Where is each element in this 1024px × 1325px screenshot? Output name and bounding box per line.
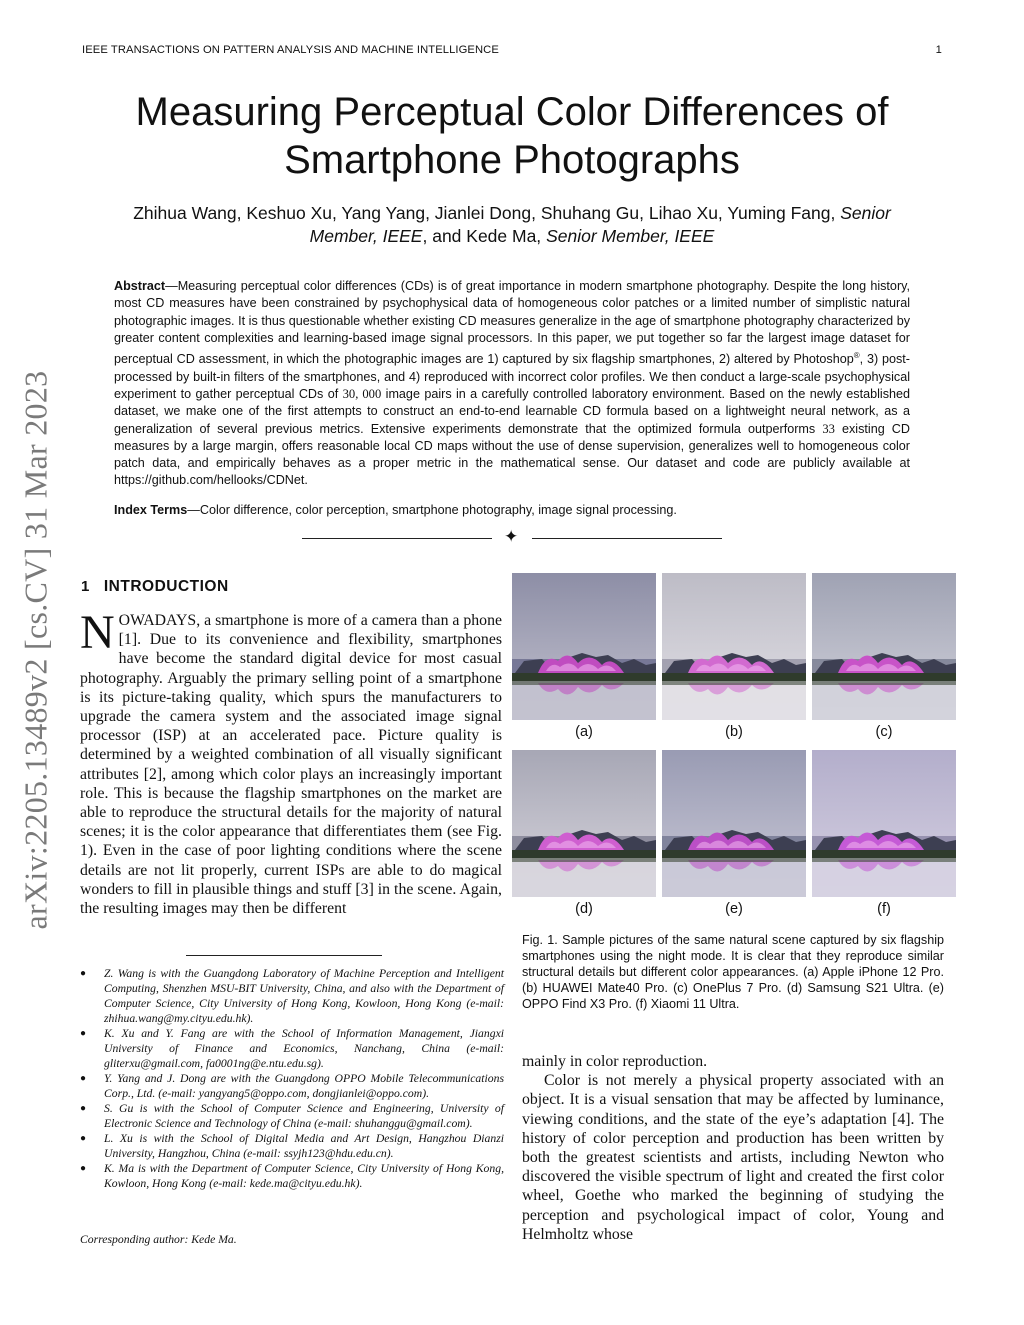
abstract-num-pairs: 30, 000 <box>342 386 382 401</box>
scene-image <box>512 573 656 720</box>
photo-e <box>662 750 806 897</box>
footnote-bullet-icon: ● <box>80 1133 87 1144</box>
running-header <box>82 44 942 60</box>
paragraph: mainly in color reproduction. <box>522 1053 708 1070</box>
arxiv-stamp-text: arXiv:2205.13489v2 [cs.CV] 31 Mar 2023 <box>17 370 54 930</box>
footnote-item: ● L. Xu is with the School of Digital Media and Art Design, Hangzhou Dianzi University, Hangzhou, China (e-mail: ssyjh123@hdu.edu.cn). <box>80 1132 504 1160</box>
index-terms-label: Index Terms <box>114 503 188 517</box>
scene-image <box>662 750 806 897</box>
abstract-text-1: —Measuring perceptual color differences (CDs) is of great importance in modern smartphone photography. Despite the long history, most CD measures have been constrained by psychophysical data of homogeneous color patches or a limited number of simplistic natural photographic images. It is thus questionable whether existing CD measures generalize in the age of smartphone photography characterized by greater content complexities and learning-based image signal processors. In this paper, we put together so far the largest image dataset for perceptual CD assessment, in which the photographic images are 1) captured by six flagship smartphones, 2) altered by Photoshop <box>114 279 910 367</box>
index-terms-text: —Color difference, color perception, smartphone photography, image signal processing. <box>187 503 677 517</box>
photo-a <box>512 573 656 720</box>
footnote-bullet-icon: ● <box>80 968 87 979</box>
section-number: 1 <box>81 578 90 595</box>
figure-caption: Fig. 1. Sample pictures of the same natural scene captured by six flagship smartphones using the night mode. It is clear that they reproduce similar structural details but different color appearances. (a) Apple iPhone 12 Pro. (b) HUAWEI Mate40 Pro. (c) OnePlus 7 Pro. (d) Samsung S21 Ultra. (e) OPPO Find X3 Pro. (f) Xiaomi 11 Ultra. <box>522 933 944 1011</box>
scene-image <box>812 573 956 720</box>
right-column-text <box>522 1052 944 1244</box>
journal-name: IEEE TRANSACTIONS ON PATTERN ANALYSIS AND MACHINE INTELLIGENCE <box>82 44 499 56</box>
abstract-text-2: , 3) post-processed by built-in filters of the smartphones, and 4) reproduced with incorrect color profiles. We then conduct a large-scale psychophysical experiment to gather perceptual CDs of <box>114 352 910 401</box>
photo-d <box>512 750 656 897</box>
abstract <box>114 278 910 490</box>
scene-image <box>662 573 806 720</box>
arxiv-stamp <box>12 350 60 950</box>
registered-mark: ® <box>853 351 860 361</box>
scene-image <box>512 750 656 897</box>
photo-f <box>812 750 956 897</box>
photo-label-a: (a) <box>575 724 593 740</box>
abstract-num-measures: 33 <box>822 421 835 436</box>
footnote-bullet-icon: ● <box>80 1073 87 1084</box>
corresponding-author: Corresponding author: Kede Ma. <box>80 1233 237 1246</box>
footnote-bullet-icon: ● <box>80 1163 87 1174</box>
separator-diamond-icon: ✦ <box>504 527 519 546</box>
footnote-item: ● S. Gu is with the School of Computer Science and Engineering, University of Electronic Science and Technology of China (e-mail: shuhanggu@gmail.com). <box>80 1102 504 1130</box>
photo-label-d: (d) <box>575 901 593 917</box>
author-joiner: , and Kede Ma, <box>422 226 542 246</box>
intro-paragraph <box>80 606 502 918</box>
photo-b <box>662 573 806 720</box>
photo-label-e: (e) <box>725 901 743 917</box>
footnote-item: ● Z. Wang is with the Guangdong Laboratory of Machine Perception and Intelligent Computing, Shenzhen MSU-BIT University, China, and also with the Department of Computer Science, City University of Hong Kong, Kowloon, Hong Kong (e-mail: zhihua.wang@my.cityu.edu.hk). <box>80 967 504 1025</box>
section-title: INTRODUCTION <box>103 578 229 595</box>
footnote-item: ● Y. Yang and J. Dong are with the Guangdong OPPO Mobile Telecommunications Corp., Ltd. (e-mail: yangyang5@oppo.com, dongjianlei@oppo.com). <box>80 1072 504 1100</box>
photo-label-f: (f) <box>877 901 891 917</box>
paragraph: Color is not merely a physical property associated with an object. It is a visual sensation that may be affected by luminance, viewing conditions, and the state of the eye’s adaptation [4]. The history of color perception and production has been written by both the greatest scientists and artists, including Newton who discovered the visible spectrum of light and created the first color wheel, Goethe who marked the beginning of studying the perception and psychological impact of color, Young and Helmholtz whose <box>522 1072 944 1243</box>
scene-image <box>812 750 956 897</box>
footnote-item: ● K. Ma is with the Department of Computer Science, City University of Hong Kong, Kowloon, Hong Kong (e-mail: kede.ma@cityu.edu.hk). <box>80 1162 504 1190</box>
photo-c <box>812 573 956 720</box>
footnote-rule <box>186 955 382 956</box>
footnote-item: ● K. Xu and Y. Fang are with the School of Information Management, Jiangxi University of Finance and Economics, Nanchang, China (e-mail: gliterxu@gmail.com, fa0001ng@e.ntu.edu.sg). <box>80 1027 504 1070</box>
intro-smallcaps: OWADAYS <box>118 612 197 629</box>
abstract-text-3: image pairs in a carefully controlled laboratory environment. Based on the newly established dataset, we make one of the first attempts to construct an end-to-end learnable CD formula based on a lightweight neural network, as a generalization of several previous metrics. Extensive experiments demonstrate that the optimized formula outperforms <box>114 386 911 436</box>
section-heading <box>81 578 229 596</box>
separator-line-left <box>302 538 492 539</box>
author-list <box>110 202 914 248</box>
intro-body: , a smartphone is more of a camera than a phone [1]. Due to its convenience and flexibility, smartphones have become the standard digital device for most casual photography. Arguably the primary selling point of a smartphone is its picture-taking quality, which spurs the manufacturers to upgrade the camera system and the associated image signal processor (ISP) at an accelerated pace. Picture quality is determined by a weighted combination of all visually significant attributes [2], among which color plays an increasingly important role. This is because the flagship smartphones on the market are able to reproduce the structural details for the majority of natural scenes; it is the color appearance that differentiates them (see Fig. 1). Even in the case of poor lighting conditions where the scene details are not lit properly, current ISPs are able to do magical wonders to fill in plausible things and stuff [3] in the scene. Again, the resulting images may then be different <box>80 612 502 918</box>
index-terms <box>114 502 910 519</box>
footnote-bullet-icon: ● <box>80 1028 87 1039</box>
drop-cap: N <box>80 606 115 659</box>
page-number: 1 <box>935 44 942 56</box>
paper-title: Measuring Perceptual Color Differences of Smartphone Photographs <box>135 90 889 182</box>
author-title-1: Senior Member, IEEE <box>309 203 891 246</box>
photo-label-b: (b) <box>725 724 743 740</box>
photo-label-c: (c) <box>875 724 893 740</box>
author-names: Zhihua Wang, Keshuo Xu, Yang Yang, Jianlei Dong, Shuhang Gu, Lihao Xu, Yuming Fang, <box>133 203 836 223</box>
separator-line-right <box>532 538 722 539</box>
footnote-bullet-icon: ● <box>80 1103 87 1114</box>
affiliation-footnotes <box>80 966 504 1191</box>
abstract-label: Abstract <box>114 279 166 293</box>
author-title-2: Senior Member, IEEE <box>546 226 715 246</box>
abstract-text-4: existing CD measures by a large margin, offers reasonable local CD maps without the use of dense supervision, generalizes well to homogeneous color patch data, and empirically behaves as a proper metric in the mathematical sense. Our dataset and code are publicly available at https://github.com/hellooks/CDNet. <box>114 421 910 488</box>
section-separator <box>302 527 722 547</box>
